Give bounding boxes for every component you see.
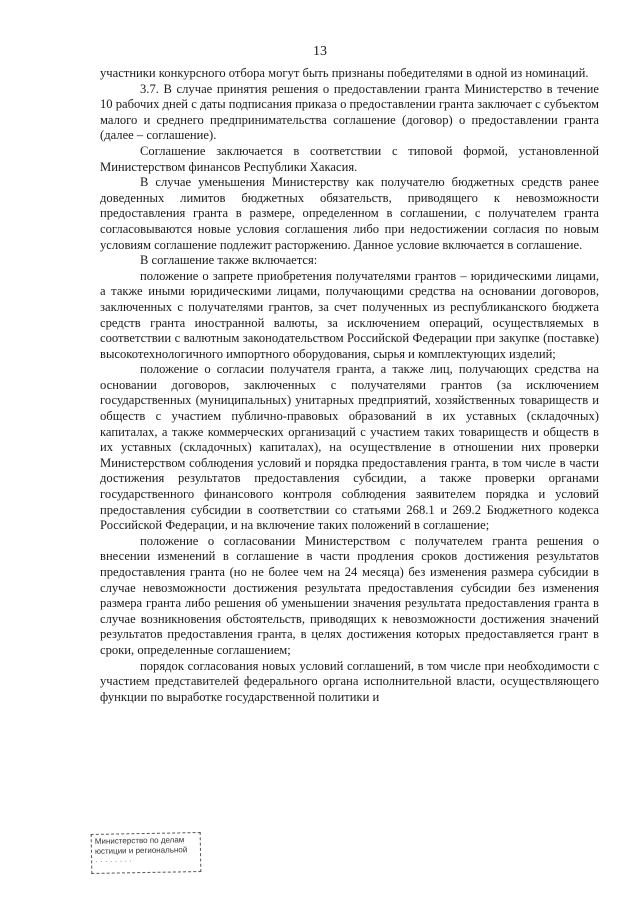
stamp-line: · · · · · · · · bbox=[95, 856, 133, 866]
paragraph: В случае уменьшения Министерству как получателю бюджетных средств ранее доведенных лимитов бюджетных обязательств, приводящего к невозможности предоставления гранта в размере, определенном в соглашении, с получателем гранта согласовываются новые условия соглашения либо при недостижении согласия по новым условиям соглашение подлежит расторжению. Данное условие включается в соглашение. bbox=[100, 175, 599, 252]
stamp-line: Министерство по делам bbox=[94, 835, 185, 846]
paragraph: участники конкурсного отбора могут быть признаны победителями в одной из номинаций. bbox=[100, 66, 589, 80]
paragraph: Соглашение заключается в соответствии с типовой формой, установленной Министерством финансов Республики Хакасия. bbox=[100, 143, 599, 174]
page-number: 13 bbox=[313, 44, 327, 59]
paragraph: 3.7. В случае принятия решения о предоставлении гранта Министерство в течение 10 рабочих дней с даты подписания приказа о предоставлении гранта заключает с субъектом малого и среднего предпринимательства соглашение (договор) о предоставлении гранта (далее – соглашение). bbox=[100, 81, 599, 143]
paragraph: порядок согласования новых условий соглашений, в том числе при необходимости с участием представителей федерального органа исполнительной власти, осуществляющего функции по выработке государственной политики и bbox=[100, 658, 599, 704]
paragraph: В соглашение также включается: bbox=[140, 253, 318, 268]
paragraph: положение о запрете приобретения получателями грантов – юридическими лицами, а также иными юридическими лицами, получающими средства на основании договоров, заключенных с получателями грантов, за счет полученных из республиканского бюджета средств гранта иностранной валюты, за исключением операций, осуществляемых в соответствии с валютным законодательством Российской Федерации при закупке (поставке) высокотехнологичного импортного оборудования, сырья и комплектующих изделий; bbox=[100, 268, 599, 361]
document-body bbox=[100, 66, 599, 705]
paragraph: положение о согласовании Министерством с получателем гранта решения о внесении изменений в соглашение в части продления сроков достижения результатов предоставления гранта (но не более чем на 24 месяца) без изменения размера субсидии в случае невозможности достижения результата предоставления субсидии без изменения размера гранта либо решения об уменьшении значения результата предоставления гранта в случае возникновения обстоятельств, приводящих к невозможности достижения значений результатов предоставления гранта, в целях достижения которых предоставляется грант в сроки, определенные соглашением; bbox=[100, 533, 599, 657]
registration-stamp bbox=[91, 832, 202, 874]
stamp-line: юстиции и региональной bbox=[94, 845, 188, 856]
paragraph: положение о согласии получателя гранта, а также лиц, получающих средства на основании договоров, заключенных с получателями грантов (за исключением государственных (муниципальных) унитарных предприятий, хозяйственных товариществ и обществ с участием публично-правовых образований в их уставных (складочных) капиталах, а также коммерческих организаций с участием таких товариществ и обществ в их уставных (складочных) капиталах), на осуществление в отношении них проверки Министерством соблюдения условий и порядка предоставления гранта, в том числе в части достижения результатов предоставления субсидии, а также проверки органами государственного финансового контроля соблюдения заявителем порядка и условий предоставления субсидии в соответствии со статьями 268.1 и 269.2 Бюджетного кодекса Российской Федерации, и на включение таких положений в соглашение; bbox=[100, 362, 599, 533]
